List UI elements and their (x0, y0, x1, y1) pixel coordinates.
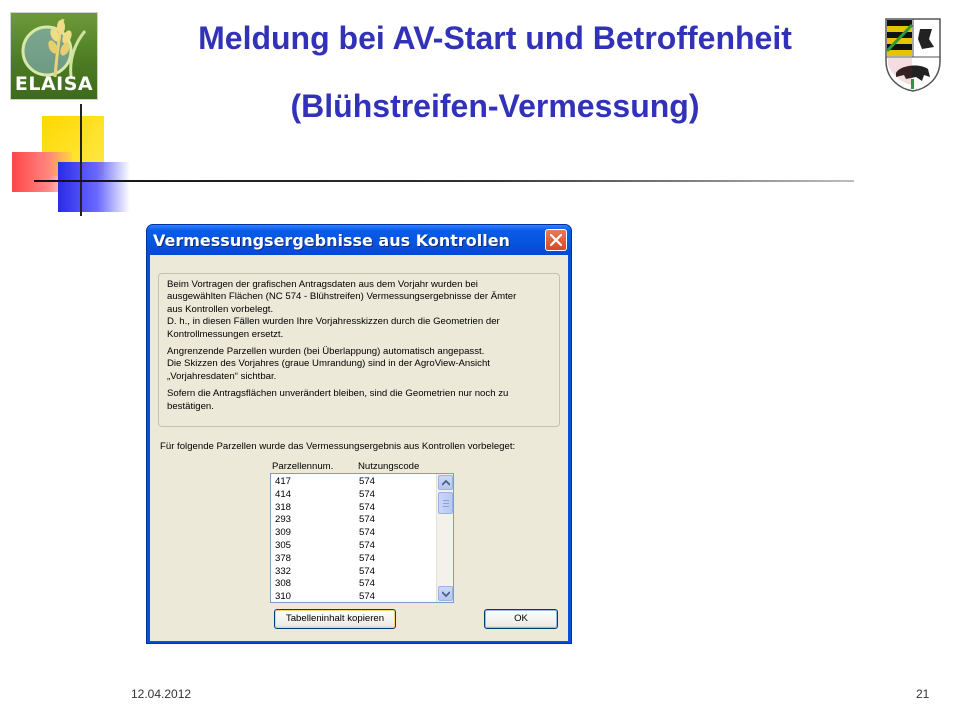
parcel-number: 305 (275, 539, 292, 551)
message-line: Sofern die Antragsflächen unverändert bleiben, sind die Geometrien nur noch zu (167, 388, 509, 400)
parcel-number: 293 (275, 514, 292, 526)
table-row[interactable] (273, 553, 433, 566)
message-text (167, 279, 557, 418)
logo-text: ELAISA (14, 73, 94, 95)
ok-button[interactable]: OK (484, 609, 558, 629)
message-line: aus Kontrollen vorbelegt. (167, 303, 274, 315)
message-line: bestätigen. (167, 400, 214, 412)
parcel-number: 417 (275, 476, 292, 487)
table-row[interactable] (273, 476, 433, 489)
list-label: Für folgende Parzellen wurde das Vermessungsergebnis aus Kontrollen vorbeleget: (160, 441, 516, 452)
vertical-scrollbar[interactable] (436, 474, 453, 602)
parcel-number: 310 (275, 591, 292, 603)
message-line: Angrenzende Parzellen wurden (bei Überlappung) automatisch angepasst. (167, 346, 485, 358)
copy-table-button[interactable]: Tabelleninhalt kopieren (274, 609, 396, 629)
close-icon (550, 234, 562, 246)
arrow-down-icon (442, 591, 450, 597)
elaisa-logo-icon (10, 12, 98, 100)
usage-code: 574 (359, 552, 376, 564)
usage-code: 574 (359, 514, 376, 526)
usage-code: 574 (359, 591, 376, 603)
footer-date: 12.04.2012 (131, 687, 192, 701)
dialog-title: Vermessungsergebnisse aus Kontrollen (153, 231, 510, 250)
scroll-thumb[interactable] (438, 492, 453, 514)
scroll-down-button[interactable] (438, 586, 453, 601)
page-number: 21 (916, 687, 930, 701)
table-row[interactable] (273, 578, 433, 591)
parcel-number: 414 (275, 488, 292, 500)
scroll-up-button[interactable] (438, 475, 453, 490)
usage-code: 574 (359, 476, 376, 487)
arrow-up-icon (442, 480, 450, 486)
table-row[interactable] (273, 527, 433, 540)
slide-title-line1: Meldung bei AV-Start und Betroffenheit (198, 20, 792, 56)
message-line: D. h., in diesen Fällen wurden Ihre Vorjahresskizzen durch die Geometrien der (167, 316, 500, 328)
table-row[interactable] (273, 514, 433, 527)
message-line: ausgewählten Flächen (NC 574 - Blühstreifen) Vermessungsergebnisse der Ämter (167, 291, 517, 303)
message-group (158, 273, 560, 427)
table-row[interactable] (273, 566, 433, 579)
parcel-number: 318 (275, 501, 292, 513)
parcel-number: 309 (275, 527, 292, 539)
parcel-rows (273, 476, 433, 603)
table-row[interactable] (273, 502, 433, 515)
usage-code: 574 (359, 578, 376, 590)
table-row[interactable] (273, 591, 433, 603)
message-line: Beim Vortragen der grafischen Antragsdaten aus dem Vorjahr wurden bei (167, 279, 478, 290)
table-row[interactable] (273, 540, 433, 553)
column-header-parcel: Parzellennum. (272, 461, 334, 472)
column-header-usage-code: Nutzungscode (358, 461, 420, 472)
usage-code: 574 (359, 527, 376, 539)
message-line: „Vorjahresdaten“ sichtbar. (167, 370, 277, 382)
parcel-listbox[interactable] (270, 473, 454, 603)
table-row[interactable] (273, 489, 433, 502)
message-line: Die Skizzen des Vorjahres (graue Umrandung) sind in der AgroView-Ansicht (167, 358, 490, 370)
slide-title-line2: (Blühstreifen-Vermessung) (290, 88, 700, 124)
dialog-body (150, 255, 568, 641)
dialog-titlebar[interactable] (147, 225, 571, 255)
dialog-window (146, 224, 572, 644)
message-line: Kontrollmessungen ersetzt. (167, 328, 284, 340)
usage-code: 574 (359, 488, 376, 500)
usage-code: 574 (359, 539, 376, 551)
close-button[interactable] (545, 229, 567, 251)
usage-code: 574 (359, 565, 376, 577)
parcel-number: 308 (275, 578, 292, 590)
usage-code: 574 (359, 501, 376, 513)
parcel-number: 378 (275, 552, 292, 564)
coat-of-arms-icon (884, 17, 942, 93)
parcel-number: 332 (275, 565, 292, 577)
